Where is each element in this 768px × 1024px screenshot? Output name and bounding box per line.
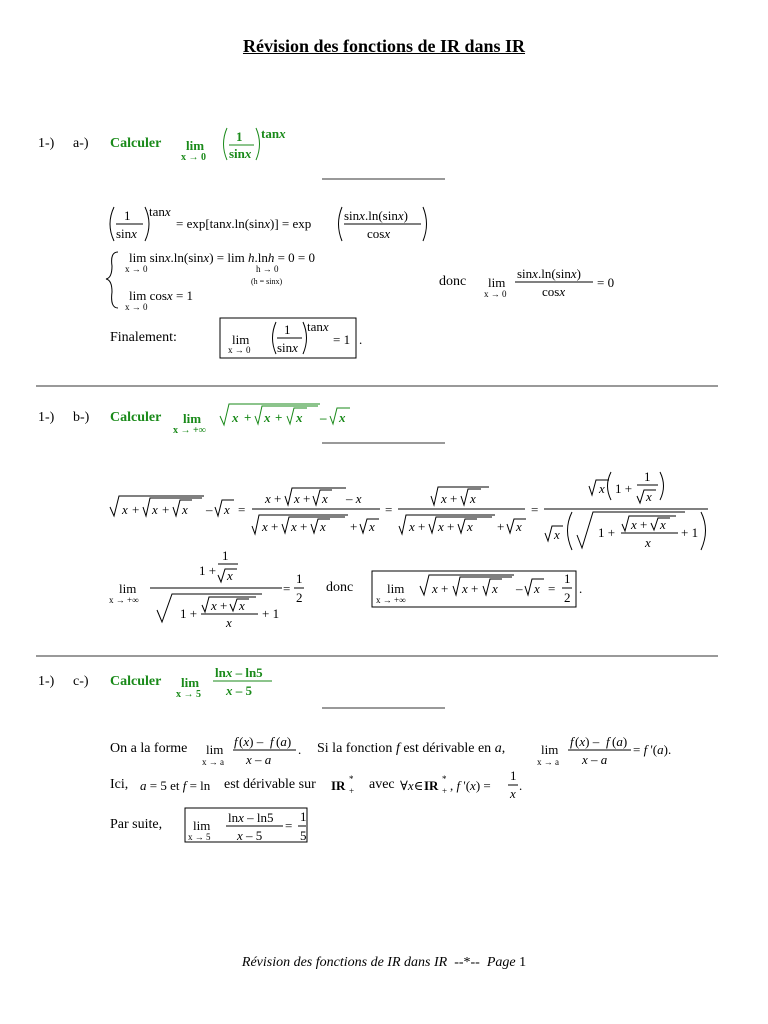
svg-text:1 +: 1 +: [615, 481, 633, 496]
ex-a-result: [228, 319, 362, 355]
svg-text:x: x: [224, 502, 230, 517]
svg-text:sinx: sinx: [116, 226, 137, 241]
svg-text:x → 5: x → 5: [176, 689, 201, 700]
page-footer: [0, 955, 768, 971]
svg-text:f: f: [270, 734, 274, 749]
svg-text:x +: x +: [409, 519, 426, 534]
svg-text:–: –: [320, 410, 327, 425]
svg-text:+: +: [350, 519, 358, 534]
svg-text:x: x: [534, 581, 540, 596]
exercise-b-prompt: Calculer: [110, 410, 162, 425]
svg-text:x: x: [152, 502, 158, 517]
svg-text:1: 1: [300, 809, 307, 824]
svg-text:x → 0: x → 0: [484, 289, 507, 299]
svg-text:+: +: [497, 519, 505, 534]
svg-text:sinx: sinx: [277, 340, 298, 355]
svg-text:x: x: [227, 568, 233, 583]
svg-text:x: x: [516, 519, 522, 534]
ex-a-prompt-formula: [181, 126, 286, 163]
svg-text:x – a: x – a: [246, 752, 272, 767]
ex-c-line2-formulas: [140, 768, 522, 801]
svg-text:lnx – ln5: lnx – ln5: [215, 665, 263, 680]
svg-text:x +: x +: [432, 581, 449, 596]
ex-a-line1: [110, 204, 427, 241]
svg-text:f: f: [570, 734, 574, 749]
svg-text:+: +: [349, 786, 355, 796]
exercise-b-letter: b-): [73, 410, 90, 425]
svg-text:–: –: [516, 581, 523, 596]
svg-text:lim: lim: [183, 411, 202, 426]
svg-text:lim sinx.ln(sinx) = lim h: lim sinx.ln(sinx) = lim h.lnh = 0 = 0: [129, 250, 315, 265]
svg-text:(x) –: (x) –: [239, 734, 264, 749]
svg-text:x → +∞: x → +∞: [109, 595, 139, 605]
svg-text:x: x: [264, 410, 271, 425]
svg-text:x: x: [122, 502, 128, 517]
svg-text:x → a: x → a: [537, 757, 559, 767]
svg-text:lim: lim: [186, 138, 205, 153]
svg-text:sinx: sinx: [229, 146, 252, 161]
svg-text:IR: IR: [424, 778, 439, 793]
ex-c-par-suite: Par suite,: [110, 817, 163, 832]
svg-text:x +: x +: [291, 519, 308, 534]
svg-text:x → +∞: x → +∞: [173, 425, 206, 436]
exercise-c-prompt: Calculer: [110, 674, 162, 689]
svg-text:x → 5: x → 5: [188, 832, 211, 842]
svg-text:x +: x +: [265, 491, 282, 506]
svg-text:lim: lim: [387, 581, 405, 596]
svg-text:x: x: [239, 598, 245, 613]
svg-text:5: 5: [300, 828, 307, 843]
exercise-a-number: 1-): [38, 136, 55, 151]
svg-text:lim: lim: [206, 742, 224, 757]
ex-c-line1-text-b: Si la fonction f est dérivable en a,: [317, 741, 506, 756]
svg-text:1 +: 1 +: [180, 606, 198, 621]
ex-b-line1: [110, 469, 708, 550]
svg-text:– x: – x: [346, 491, 362, 506]
svg-text:tanx: tanx: [149, 204, 171, 219]
svg-text:x: x: [645, 535, 651, 550]
svg-text:= exp[tanx.ln(sinx)] = exp: = exp[tanx.ln(sinx)] = exp: [176, 216, 312, 231]
svg-text:x: x: [646, 489, 652, 504]
svg-text:x → 0: x → 0: [125, 302, 148, 312]
exercise-a-letter: a-): [73, 136, 89, 151]
ex-c-line1-text: On a la forme: [110, 741, 188, 756]
svg-text:x: x: [554, 527, 560, 542]
svg-text:1: 1: [296, 571, 303, 586]
svg-text:lim: lim: [541, 742, 559, 757]
svg-text:x: x: [510, 786, 516, 801]
svg-text:+: +: [162, 502, 170, 517]
svg-text:+: +: [275, 410, 283, 425]
ex-b-line2: [109, 548, 304, 630]
svg-text:*: *: [442, 774, 447, 784]
svg-text:x: x: [320, 519, 326, 534]
svg-text:.: .: [579, 581, 583, 596]
svg-text:x: x: [322, 491, 328, 506]
svg-text:lim: lim: [181, 675, 200, 690]
svg-text:=: =: [531, 502, 539, 517]
svg-text:.: .: [359, 332, 363, 347]
svg-text:lim: lim: [232, 332, 250, 347]
svg-text:x: x: [599, 481, 605, 496]
exercise-c-number: 1-): [38, 674, 55, 689]
svg-text:x +: x +: [441, 491, 458, 506]
svg-text:x: x: [470, 491, 476, 506]
svg-text:x +: x +: [438, 519, 455, 534]
svg-text:2: 2: [564, 590, 571, 605]
svg-text:x +: x +: [462, 581, 479, 596]
svg-text:(h = sinx): (h = sinx): [251, 277, 283, 286]
svg-text:1: 1: [236, 129, 243, 144]
ex-a-donc: donc: [439, 274, 467, 289]
svg-text:=: =: [385, 502, 393, 517]
svg-text:x – 5: x – 5: [237, 828, 263, 843]
svg-text:(x) –: (x) –: [575, 734, 600, 749]
svg-text:.: .: [519, 778, 523, 793]
exercise-c-letter: c-): [73, 674, 89, 689]
page-title: Révision des fonctions de IR dans IR: [242, 36, 526, 56]
footer-sep: --*--: [454, 955, 480, 970]
svg-text:1: 1: [510, 768, 517, 783]
svg-text:1: 1: [222, 548, 229, 563]
ex-a-finally-label: Finalement:: [110, 330, 177, 345]
svg-text:lnx – ln5: lnx – ln5: [228, 810, 274, 825]
ex-c-line2-text: Ici,: [110, 777, 129, 792]
ex-b-result: [376, 571, 582, 605]
footer-title: Révision des fonctions de IR dans IR: [241, 955, 448, 970]
svg-text:*: *: [349, 774, 354, 784]
svg-text:x → 0: x → 0: [181, 152, 206, 163]
ex-b-donc: donc: [326, 580, 354, 595]
svg-text:+: +: [442, 786, 448, 796]
ex-a-donc-limit: [484, 266, 614, 299]
svg-text:–: –: [206, 502, 213, 517]
svg-text:=: =: [283, 581, 291, 596]
svg-text:1: 1: [644, 469, 651, 484]
svg-text:= f '(a).: = f '(a).: [633, 742, 672, 757]
exercise-a-prompt: Calculer: [110, 136, 162, 151]
svg-text:x +: x +: [262, 519, 279, 534]
svg-text:2: 2: [296, 590, 303, 605]
svg-text:1 +: 1 +: [199, 563, 217, 578]
svg-text:x → a: x → a: [202, 757, 224, 767]
svg-text:= 1: = 1: [333, 332, 351, 347]
svg-text:1 +: 1 +: [598, 525, 616, 540]
svg-text:x – a: x – a: [582, 752, 608, 767]
svg-text:x: x: [232, 410, 239, 425]
svg-text:x → 0: x → 0: [125, 264, 148, 274]
svg-text:= 0: = 0: [597, 275, 615, 290]
ex-c-line2-text-c: avec: [369, 777, 395, 792]
svg-text:f: f: [606, 734, 610, 749]
svg-text:(a): (a): [276, 734, 292, 749]
svg-text:h → 0: h → 0: [256, 264, 279, 274]
svg-text:lim cosx = 1: lim cosx = 1: [129, 288, 194, 303]
footer-page-number: 1: [519, 955, 527, 970]
ex-c-prompt-formula: [176, 665, 272, 700]
svg-text:x → +∞: x → +∞: [376, 595, 406, 605]
svg-text:+ 1: + 1: [262, 606, 280, 621]
exercise-b-number: 1-): [38, 410, 55, 425]
svg-text:IR: IR: [331, 778, 346, 793]
svg-text:tanx: tanx: [307, 319, 329, 334]
svg-text:lim: lim: [193, 818, 211, 833]
svg-text:a = 5 et f = ln: a = 5 et f = ln: [140, 778, 211, 793]
svg-text:+: +: [244, 410, 252, 425]
svg-text:f: f: [234, 734, 238, 749]
svg-text:=: =: [548, 581, 556, 596]
svg-text:x +: x +: [631, 517, 648, 532]
ex-b-prompt-formula: [173, 404, 350, 436]
svg-text:x: x: [467, 519, 473, 534]
svg-text:x: x: [492, 581, 498, 596]
svg-text:x: x: [339, 410, 346, 425]
svg-text:=: =: [238, 502, 246, 517]
svg-text:+ 1: + 1: [681, 525, 699, 540]
svg-text:+: +: [132, 502, 140, 517]
svg-text:lim: lim: [119, 581, 137, 596]
svg-text:x: x: [226, 615, 232, 630]
svg-text:x: x: [369, 519, 375, 534]
svg-text:sinx.ln(sinx): sinx.ln(sinx): [517, 266, 581, 281]
ex-c-result: [188, 809, 307, 843]
svg-text:cosx: cosx: [542, 284, 566, 299]
svg-text:.: .: [298, 742, 302, 757]
ex-a-system: [106, 250, 315, 312]
footer-page-label: Page: [486, 955, 516, 970]
svg-text:lim: lim: [488, 275, 506, 290]
svg-text:cosx: cosx: [367, 226, 391, 241]
svg-text:x – 5: x – 5: [226, 683, 252, 698]
svg-text:x → 0: x → 0: [228, 345, 251, 355]
svg-text:=: =: [285, 818, 293, 833]
svg-text:1: 1: [284, 322, 291, 337]
svg-text:1: 1: [564, 571, 571, 586]
svg-text:tanx: tanx: [261, 126, 286, 141]
svg-text:sinx.ln(sinx): sinx.ln(sinx): [344, 208, 408, 223]
svg-text:x +: x +: [211, 598, 228, 613]
svg-text:x: x: [660, 517, 666, 532]
svg-text:1: 1: [124, 208, 131, 223]
ex-c-line2-text-b: est dérivable sur: [224, 777, 316, 792]
svg-text:x +: x +: [294, 491, 311, 506]
svg-text:∀x∈: ∀x∈: [400, 778, 424, 793]
svg-text:x: x: [182, 502, 188, 517]
svg-text:x: x: [296, 410, 303, 425]
svg-text:, f '(x) =: , f '(x) =: [450, 778, 491, 793]
svg-text:(a): (a): [612, 734, 628, 749]
